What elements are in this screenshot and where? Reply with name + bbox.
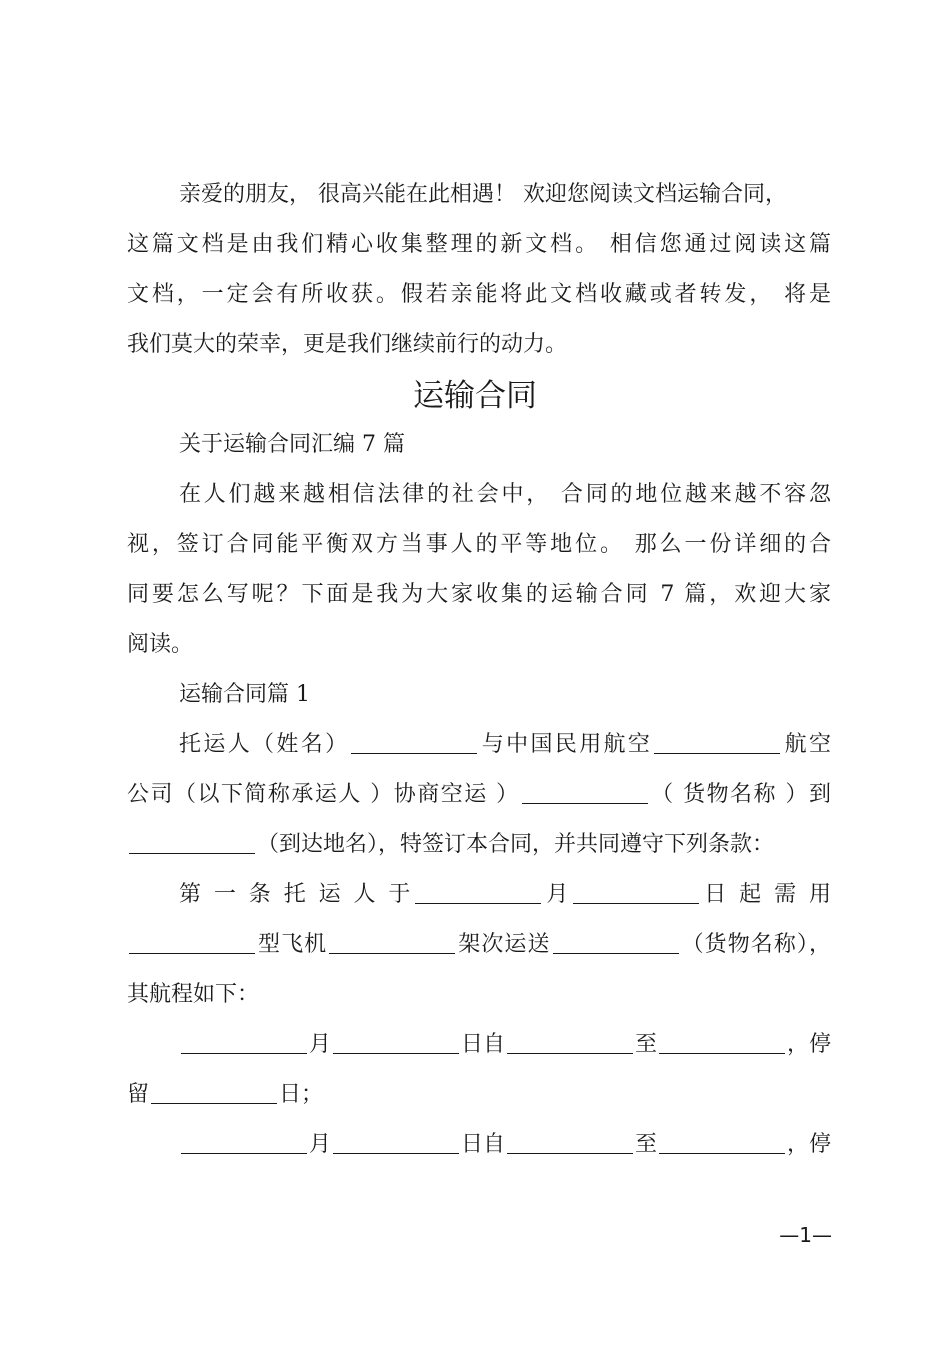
fill-blank xyxy=(654,731,780,754)
preface-line-2: 视，签订合同能平衡双方当事人的平等地位。 那么一份详细的合 xyxy=(127,532,831,557)
fill-blank xyxy=(415,881,541,904)
route-text: 月 xyxy=(309,1032,332,1057)
fill-blank xyxy=(507,1131,633,1154)
fill-blank xyxy=(181,1031,307,1054)
route-text: 日自 xyxy=(461,1032,506,1057)
clause-intro-line-3 xyxy=(127,830,831,860)
article-text: 型飞机 xyxy=(257,932,328,957)
route-text: 至 xyxy=(635,1132,658,1157)
route-line-1-cont xyxy=(127,1080,831,1110)
article-1-line-1 xyxy=(179,880,831,910)
article-text: 架次运送 xyxy=(457,932,551,957)
fill-blank xyxy=(507,1031,633,1054)
route-text: 日自 xyxy=(461,1132,506,1157)
fill-blank xyxy=(151,1081,277,1104)
route-text: ，停 xyxy=(787,1032,831,1057)
fill-blank xyxy=(129,931,255,954)
clause-text: 托运人（姓名） xyxy=(179,732,350,757)
section-heading: 运输合同篇 1 xyxy=(179,682,310,707)
article-text: 日 起 需 用 xyxy=(701,882,831,907)
fill-blank xyxy=(333,1031,459,1054)
article-1-line-2 xyxy=(127,930,831,960)
intro-line-1: 亲爱的朋友， 很高兴能在此相遇！ 欢迎您阅读文档运输合同， xyxy=(179,182,787,207)
fill-blank xyxy=(329,931,455,954)
document-title: 运输合同 xyxy=(413,378,537,414)
fill-blank xyxy=(553,931,679,954)
route-text: 至 xyxy=(635,1032,658,1057)
clause-text: 与中国民用航空 xyxy=(479,732,653,757)
route-text: ，停 xyxy=(787,1132,831,1157)
fill-blank xyxy=(333,1131,459,1154)
fill-blank xyxy=(351,731,477,754)
clause-intro-line-2 xyxy=(127,780,831,810)
clause-intro-line-1 xyxy=(179,730,831,760)
preface-line-1: 在人们越来越相信法律的社会中， 合同的地位越来越不容忽 xyxy=(179,482,831,507)
fill-blank xyxy=(181,1131,307,1154)
route-text: 日； xyxy=(279,1082,324,1107)
fill-blank xyxy=(659,1131,785,1154)
intro-line-4: 我们莫大的荣幸，更是我们继续前行的动力。 xyxy=(127,332,568,357)
subtitle: 关于运输合同汇编 7 篇 xyxy=(179,432,405,457)
fill-blank xyxy=(522,781,648,804)
intro-line-3: 文档，一定会有所收获。假若亲能将此文档收藏或者转发， 将是 xyxy=(127,282,831,307)
route-line-2 xyxy=(179,1130,831,1160)
route-text: 月 xyxy=(309,1132,332,1157)
article-text: 第 一 条 托 运 人 于 xyxy=(179,882,414,907)
route-text: 留 xyxy=(127,1082,150,1107)
preface-line-3: 同要怎么写呢？下面是我为大家收集的运输合同 7 篇，欢迎大家 xyxy=(127,582,831,607)
clause-text: 航空 xyxy=(782,732,831,757)
page-number: —1— xyxy=(779,1223,832,1247)
clause-text: （ 货物名称 ）到 xyxy=(649,782,831,807)
route-line-1 xyxy=(179,1030,831,1060)
article-text: 月 xyxy=(543,882,572,907)
article-text: （货物名称）， xyxy=(680,932,831,957)
clause-text: 公司（以下简称承运人 ）协商空运 ） xyxy=(127,782,520,807)
clause-text: （到达地名），特签订本合同，并共同遵守下列条款： xyxy=(257,832,775,857)
fill-blank xyxy=(129,831,255,854)
fill-blank xyxy=(573,881,699,904)
article-1-line-3: 其航程如下： xyxy=(127,982,260,1007)
preface-line-4: 阅读。 xyxy=(127,632,194,657)
fill-blank xyxy=(659,1031,785,1054)
intro-line-2: 这篇文档是由我们精心收集整理的新文档。 相信您通过阅读这篇 xyxy=(127,232,831,257)
